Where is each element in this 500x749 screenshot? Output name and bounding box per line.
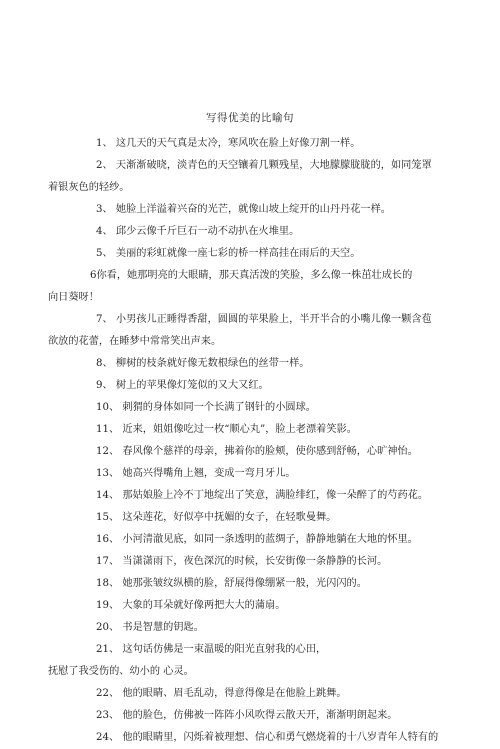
- text-line: 22、 他的眼睛、眉毛乱动，得意得像是在他脸上跳舞。: [96, 688, 347, 699]
- text-line: 12、 春风像个慈祥的母亲，拂着你的脸颊，使你感到舒畅，心旷神怡。: [96, 446, 418, 457]
- text-line: 23、 他的脸色，仿佛被一阵阵小风吹得云散天开，渐渐明朗起来。: [96, 710, 398, 721]
- text-line: 14、 那姑娘脸上冷不丁地绽出了笑意，满脸绯红，像一朵醉了的芍药花。: [96, 490, 429, 501]
- text-line: 18、 她那张皱纹纵横的脸，舒展得像绷紧一般，光闪闪的。: [96, 578, 367, 589]
- text-line: 19、 大象的耳朵就好像两把大大的蒲扇。: [96, 600, 286, 611]
- text-line: 7、 小男孩儿正睡得香甜，圆圆的苹果脸上，半开半合的小嘴儿像一颗含苞: [96, 314, 432, 325]
- text-line: 24、 他的眼睛里，闪烁着被理想、信心和勇气燃烧着的十八岁青年人特有的: [96, 732, 439, 743]
- document-body: [48, 133, 458, 749]
- text-line: 11、 近来，姐姐像吃过一枚“顺心丸”，脸上老漂着笑影。: [96, 424, 357, 435]
- text-line: 13、 她高兴得嘴角上翘，变成一弯月牙儿。: [96, 468, 296, 479]
- text-line: 8、 柳树的枝条就好像无数根绿色的丝带一样。: [96, 358, 310, 369]
- text-line: 16、 小河清澈见底，如同一条透明的蓝绸子，静静地躺在大地的怀里。: [96, 534, 418, 545]
- text-line: 21、 这句话仿佛是一束温暖的阳光直射我的心田，: [96, 644, 327, 655]
- text-line: 3、 她脸上洋溢着兴奋的光芒，就像山坡上绽开的山丹丹花一样。: [96, 204, 391, 215]
- text-line: 9、 树上的苹果像灯笼似的又大又红。: [96, 380, 269, 391]
- text-line: 向日葵呀！: [48, 292, 99, 303]
- text-line: 4、 邱少云像千斤巨石一动不动扒在火堆里。: [96, 226, 300, 237]
- text-line: 抚慰了我受伤的、幼小的 心灵。: [48, 666, 194, 677]
- text-line: 20、 书是智慧的钥匙。: [96, 622, 204, 633]
- text-line: 1、 这几天的天气真是太冷，寒风吹在脸上好像刀割一样。: [96, 138, 361, 149]
- text-line: 10、 刺猬的身体如同一个长满了钢针的小圆球。: [96, 402, 316, 413]
- text-line: 欲放的花蕾，在睡梦中常常笑出声来。: [48, 336, 222, 347]
- document-title: 写得优美的比喻句: [206, 112, 294, 124]
- text-line: 6你看，她那明亮的大眼睛，那天真活泼的笑脸，多么像一株茁壮成长的: [90, 270, 413, 281]
- text-line: 17、 当潇潇雨下，夜色深沉的时候，长安街像一条静静的长河。: [96, 556, 388, 567]
- text-line: 5、 美丽的彩虹就像一座七彩的桥一样高挂在雨后的天空。: [96, 248, 361, 259]
- text-line: 着银灰色的轻纱。: [48, 182, 130, 193]
- text-line: 2、 天渐渐破晓，淡青色的天空镶着几颗残星，大地朦朦胧胧的，如同笼罩: [96, 160, 432, 171]
- text-line: 15、 这朵莲花，好似亭中抚媚的女子，在轻歌曼舞。: [96, 512, 337, 523]
